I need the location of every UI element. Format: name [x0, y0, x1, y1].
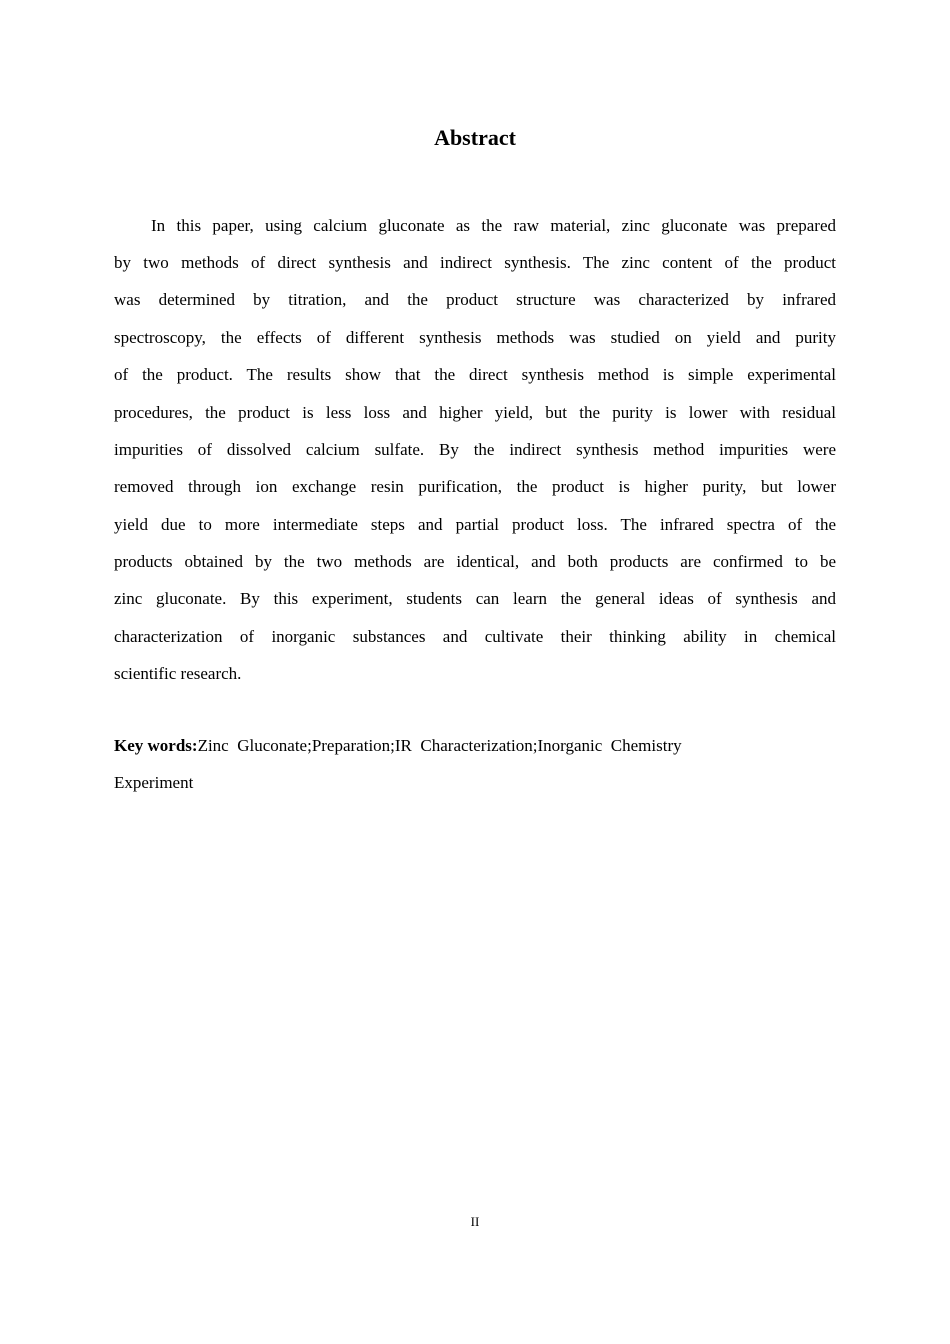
abstract-line: impurities of dissolved calcium sulfate. By the indirect synthesis method impurities were [114, 440, 836, 459]
abstract-line: by two methods of direct synthesis and indirect synthesis. The zinc content of the product [114, 253, 836, 272]
abstract-line: products obtained by the two methods are identical, and both products are confirmed to be [114, 552, 836, 571]
keywords-text: Zinc Gluconate;Preparation;IR Characterization;Inorganic Chemistry [197, 736, 682, 755]
abstract-line: zinc gluconate. By this experiment, students can learn the general ideas of synthesis and [114, 589, 836, 608]
abstract-line: procedures, the product is less loss and higher yield, but the purity is lower with residual [114, 403, 836, 422]
keywords-line [114, 735, 682, 757]
abstract-line: yield due to more intermediate steps and partial product loss. The infrared spectra of the [114, 515, 836, 534]
abstract-line: spectroscopy, the effects of different synthesis methods was studied on yield and purity [114, 328, 836, 347]
abstract-line: was determined by titration, and the product structure was characterized by infrared [114, 290, 836, 309]
abstract-line: In this paper, using calcium gluconate as the raw material, zinc gluconate was prepared [151, 216, 836, 235]
keywords-continuation: Experiment [114, 773, 194, 792]
abstract-line: of the product. The results show that the direct synthesis method is simple experimental [114, 365, 836, 384]
abstract-line: characterization of inorganic substances and cultivate their thinking ability in chemical [114, 627, 836, 646]
abstract-line: scientific research. [114, 664, 242, 683]
page-number: II [470, 1214, 480, 1229]
abstract-title: Abstract [434, 125, 516, 150]
keywords-label: Key words: [114, 736, 198, 755]
abstract-line: removed through ion exchange resin purification, the product is higher purity, but lower [114, 477, 836, 496]
